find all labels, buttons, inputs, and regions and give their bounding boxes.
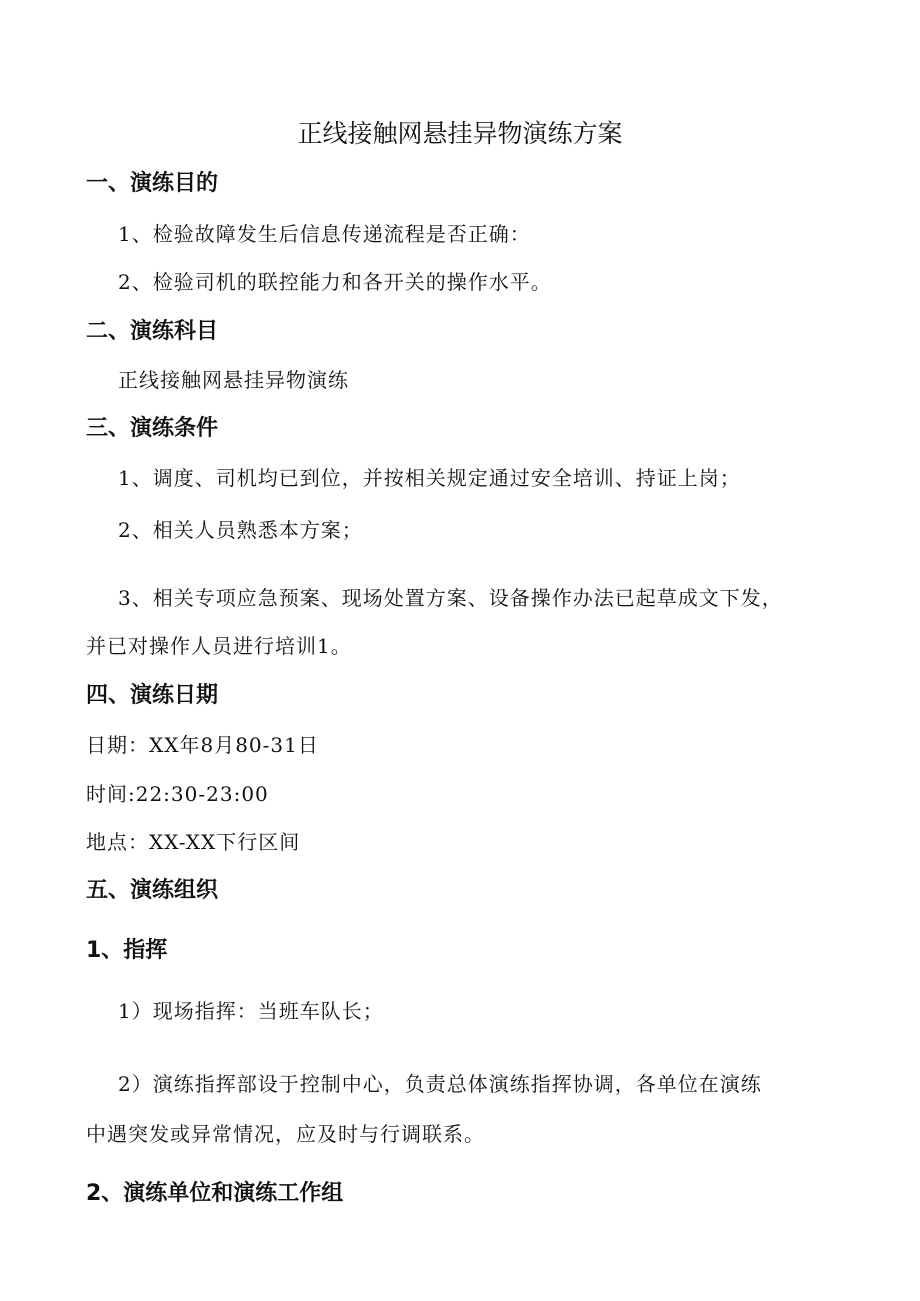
drill-time: 时间:22:30-23:00 [86, 782, 269, 806]
subsection-heading-command: 1、指挥 [86, 938, 168, 963]
section-heading-purpose: 一、演练目的 [86, 171, 219, 196]
purpose-item-2: 2、检验司机的联控能力和各开关的操作水平。 [118, 270, 552, 294]
conditions-item-3: 3、相关专项应急预案、现场处置方案、设备操作办法已起草成文下发， [118, 586, 783, 610]
command-item-1: 1）现场指挥：当班车队长； [118, 999, 384, 1023]
section-heading-conditions: 三、演练条件 [86, 416, 219, 441]
command-item-2: 2）演练指挥部设于控制中心，负责总体演练指挥协调，各单位在演练 [118, 1072, 762, 1096]
drill-place: 地点：XX-XX下行区间 [86, 830, 301, 854]
command-item-2-continued: 中遇突发或异常情况，应及时与行调联系。 [86, 1122, 485, 1146]
drill-date: 日期：XX年8月80-31日 [86, 733, 319, 757]
subsection-heading-units: 2、演练单位和演练工作组 [86, 1181, 344, 1206]
purpose-item-1: 1、检验故障发生后信息传递流程是否正确： [118, 222, 531, 246]
section-heading-organization: 五、演练组织 [86, 878, 219, 903]
section-heading-date: 四、演练日期 [86, 683, 219, 708]
conditions-item-2: 2、相关人员熟悉本方案； [118, 518, 363, 542]
document-title: 正线接触网悬挂异物演练方案 [297, 119, 623, 148]
section-heading-subject: 二、演练科目 [86, 319, 219, 344]
subject-text: 正线接触网悬挂异物演练 [118, 368, 349, 392]
conditions-item-3-continued: 并已对操作人员进行培训1。 [86, 634, 352, 658]
conditions-item-1: 1、调度、司机均已到位，并按相关规定通过安全培训、持证上岗； [118, 466, 741, 490]
